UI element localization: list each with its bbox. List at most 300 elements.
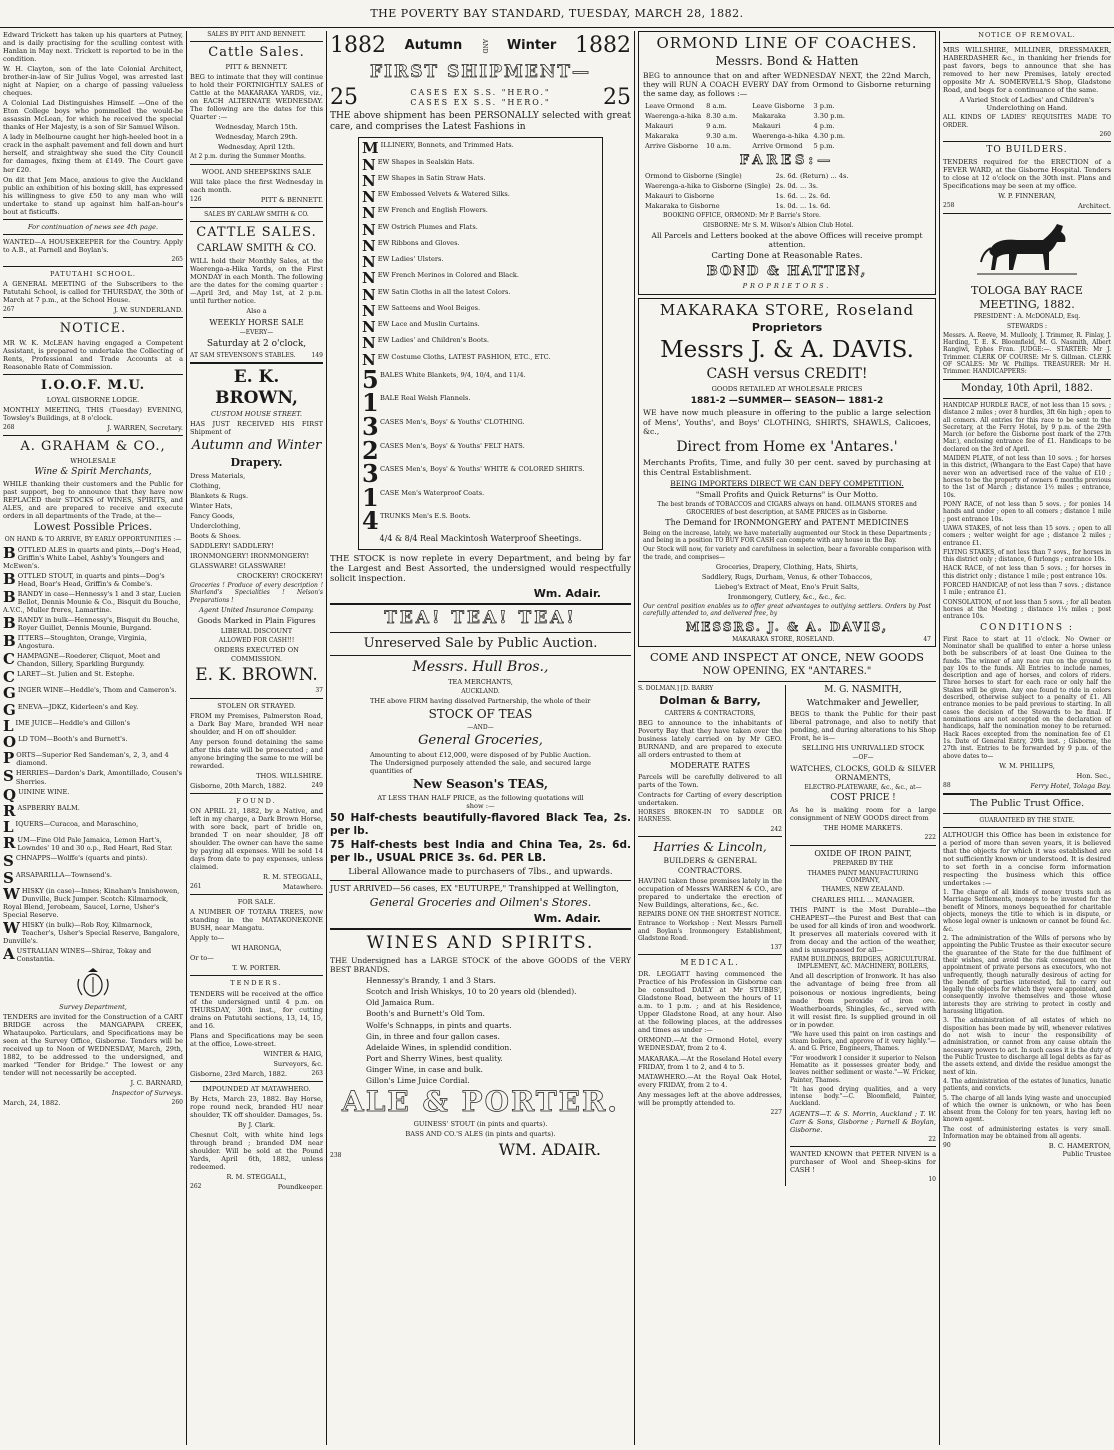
- sale-to2: T. W. PORTER.: [232, 964, 281, 973]
- race-event: UAWA STAKES, of not less than 15 sovs. ; open to all comers ; welter weight for age ; distance 2 miles ; entrance £1.: [943, 524, 1111, 547]
- time-row-cell: 8 a.m.: [706, 102, 727, 111]
- item-text: OTTLED STOUT, in quarts and pints—Dog's Head, Boar's Head, Griffin's & Combe's.: [17, 571, 165, 588]
- impound-body: By Hcts, March 23, 1882. Bay Horse, rope round neck, branded HU near shoulder, TK off shoulder. Damages, 5s.: [190, 1094, 323, 1119]
- item-text: LARET—St. Julien and St. Estephe.: [16, 670, 135, 679]
- nasmith-of: —OF—: [852, 754, 874, 762]
- booking-2: GISBORNE: Mr S. M. Wilson's Albion Club Hotel.: [703, 221, 854, 229]
- drop-cap: S: [3, 870, 14, 885]
- cases-text: CASES EX S.S. "HERO.": [410, 97, 551, 107]
- time-row-cell: 9 a.m.: [706, 122, 727, 131]
- bale-count: 3: [362, 459, 379, 489]
- wine-item: Gin, in three and four gallon cases.: [366, 1031, 500, 1041]
- drop-cap: N: [362, 336, 376, 351]
- tenders-body: TENDERS will be received at the office of the undersigned until 4 p.m. on THURSDAY, 30th inst., for cutting drains on Patutahi sections, 13, 14, 15, and 16.: [190, 989, 323, 1030]
- wine-item: Hennessy's Brandy, 1 and 3 Stars.: [366, 975, 496, 985]
- trust-point: The cost of administering estates is very small. Information may be obtained from all agents.: [943, 1125, 1111, 1141]
- drop-cap: W: [3, 886, 20, 903]
- fare-row-cell: Ormond to Gisborne (Single): [645, 172, 742, 181]
- nasmith-body: BEGS to thank the Public for their past liberal patronage, and also to notify that pending, and during alterations to his Shop Front, he is—: [790, 710, 936, 743]
- time-row: [752, 102, 848, 110]
- graham-item: [3, 751, 183, 767]
- stolen-date: Gisborne, 20th March, 1882.: [190, 781, 287, 790]
- ioof-lodge: LOYAL GISBORNE LODGE.: [46, 396, 140, 405]
- hull-sub: TEA MERCHANTS,: [448, 677, 513, 686]
- time-row-cell: Makaraka: [752, 112, 786, 121]
- drop-cap: N: [362, 303, 376, 319]
- drop-cap: C: [3, 652, 15, 669]
- bale-text: CASE Men's Waterproof Coats.: [380, 488, 485, 497]
- wine-item: Port and Sherry Wines, best quality.: [366, 1053, 503, 1063]
- time-row: [752, 112, 848, 120]
- wool-heading: WOOL AND SHEEPSKINS SALE: [201, 167, 312, 176]
- item-text: EW Shapes in Satin Straw Hats.: [377, 173, 486, 182]
- survey-body: TENDERS are invited for the Construction of a CART BRIDGE across the MANGAPAPA CREEK, Whataupoko. Particulars, and Specifications may be seen at the Survey Office, Gisborne. Tenders will be received up to Noon of WEDNESDAY, March, 29th, 1882, to be addressed to the undersigned, and marked "Tender for Bridge." The lowest or any tender will not necessarily be accepted.: [3, 1013, 183, 1078]
- bale-item: [362, 459, 599, 489]
- impound-by: By J. Clark.: [237, 1120, 276, 1129]
- ekb-item: Clothing,: [190, 481, 221, 490]
- drop-cap: G: [3, 686, 16, 701]
- mak-body: WE have now much pleasure in offering to the public a large selection of Mens', Youths', and Boys' CLOTHING, SHIRTS, SHAWLS, Calicoes, &c.,: [643, 408, 931, 437]
- oxide-agents: AGENTS—T. & S. Morrin, Auckland ; T. W. Carr & Sons, Gisborne ; Parnell & Boylan, Gisborne.: [790, 1109, 936, 1134]
- millinery-item: [362, 141, 599, 155]
- harries-entrance: Entrance to Workshop : Next Messrs Parnell and Boylan's Ironmongery Establishment, Gladstone Road.: [638, 920, 782, 942]
- drop-cap: N: [362, 287, 376, 302]
- mackintosh: 4/4 & 8/4 Real Mackintosh Waterproof Sheetings.: [379, 533, 582, 543]
- ad-number: 37: [315, 687, 323, 695]
- race-event: PONY RACE, of not less than 5 sovs. ; for ponies 14 hands and under ; open to all comers ; distance 1 mile ; post entrance 10s.: [943, 500, 1111, 523]
- trust-point: 5. The charge of all lands lying waste and unoccupied of which the owner is unknown, or who has been absent from the Colony for ten years, having left no known agent.: [943, 1094, 1111, 1124]
- mak-goods: GOODS RETAILED AT WHOLESALE PRICES: [711, 385, 863, 394]
- mak-central: Our central position enables us to offer great advantages to outlying settlers. Orders by Post carefully attended to, and delivered free, by: [643, 603, 931, 618]
- ekb-sub: CUSTOM HOUSE STREET.: [211, 410, 302, 419]
- fare-row-cell: Makaraka to Gisborne: [645, 202, 720, 211]
- graham-lowest: Lowest Possible Prices.: [33, 522, 153, 534]
- fares-heading: FARES:—: [739, 152, 835, 168]
- ale-body2: BASS AND CO.'S ALES (in pints and quarts).: [405, 1130, 556, 1139]
- pitt-top: SALES BY PITT AND BENNETT.: [207, 31, 306, 38]
- mak-profits: Merchants Profits, Time, and fully 30 per cent. saved by purchasing at this Central Establishment.: [643, 458, 931, 477]
- time-row-cell: Makauri: [645, 122, 674, 131]
- stock-teas: STOCK OF TEAS: [428, 707, 533, 722]
- ad-number: 260: [171, 1099, 183, 1107]
- nasmith-watches: WATCHES, CLOCKS, GOLD & SILVER ORNAMENTS,: [790, 763, 936, 782]
- graham-body: WHILE thanking their customers and the Public for past support, beg to announce that they have now REPLACED their STOCKS of WINES, SPIRITS, and ALES, and are prepared to receive and execute orders in all departments of the Trade, at the—: [3, 480, 183, 521]
- ekb-cash: ALLOWED FOR CASH!!!: [218, 637, 295, 645]
- bale-count: 5: [362, 364, 379, 394]
- ekb-iron: IRONMONGERY! IRONMONGERY!: [190, 551, 310, 560]
- cases-num: 25: [603, 84, 631, 110]
- millinery-box: [358, 137, 603, 549]
- millinery-item: [362, 223, 599, 237]
- item-text: ARSAPARILLA—Townsend's.: [15, 870, 112, 879]
- ekb-discount: LIBERAL DISCOUNT: [220, 627, 293, 636]
- graham-item: [3, 836, 183, 852]
- ekb-list: [190, 472, 323, 540]
- race-event: HANDICAP HURDLE RACE, of not less than 15 sovs. ; distance 2 miles ; over 8 hurdles, 3ft 6in high ; open to all comers. All entries for this race to be sent to the Secretary, at the Ferry Hotel, by 9 p.m. of the 29th March (or before the Gisborne post mark of the 27th Mar.), enclosing entrance fee of £1. Handicaps to be declared on the 3rd of April.: [943, 401, 1111, 453]
- ad-number: 263: [311, 1069, 323, 1077]
- bale-count: 2: [362, 435, 379, 465]
- drop-cap: N: [362, 173, 376, 189]
- ekb-goods: Goods Marked in Plain Figures: [197, 615, 316, 625]
- removal-heading: NOTICE OF REMOVAL.: [978, 31, 1076, 39]
- liberal-allowance: Liberal Allowance made to purchasers of 7lbs., and upwards.: [348, 867, 613, 878]
- now-opening: NOW OPENING, EX "ANTARES.": [702, 665, 872, 677]
- bale-count: 4: [362, 506, 379, 536]
- ad-number: 261: [190, 883, 202, 891]
- millinery-item: [362, 304, 599, 318]
- new-season-teas: New Season's TEAS,: [412, 777, 549, 792]
- time-row: [752, 132, 848, 140]
- wine-item: Wolfe's Schnapps, in pints and quarts.: [366, 1020, 512, 1030]
- pitt-time: At 2 p.m. during the Summer Months.: [190, 153, 306, 161]
- millinery-item: [362, 174, 599, 188]
- time-row: [752, 122, 848, 130]
- bale-text: CASES Men's, Boys' & Youths' CLOTHING.: [380, 418, 525, 427]
- bale-item: [362, 506, 599, 536]
- patutahi-body: A GENERAL MEETING of the Subscribers to the Patutahi School, is called for THURSDAY, the 30th of March at 7 p.m., at the School House.: [3, 280, 183, 305]
- drop-cap: N: [362, 206, 376, 221]
- nasmith-cost: COST PRICE !: [830, 793, 896, 804]
- news-paragraph: Edward Trickett has taken up his quarters at Putney, and is daily practising for the sculling contest with Hanlan in May next. Trickett is reported to be in the condition.: [3, 31, 183, 64]
- time-row: [645, 112, 740, 120]
- ad-number: 242: [770, 825, 782, 833]
- item-text: EW Embossed Velvets & Watered Silks.: [377, 190, 510, 199]
- millinery-item: [362, 288, 599, 302]
- drop-cap: B: [3, 571, 16, 588]
- drop-cap: B: [3, 634, 16, 651]
- wool-body: Will take place the first Wednesday in each month.: [190, 177, 323, 194]
- cases-num: 25: [330, 84, 358, 110]
- oxide-body2: And all description of Ironwork. It has also the advantage of being free from all poisonous or noxious ingredients, being made from peroxide of iron ore. Weatherboards, Shingles, &c., served with it will resist fire. Is supplied ground in oil or in powder.: [790, 972, 936, 1029]
- general-groceries: General Groceries,: [418, 733, 543, 749]
- ormond-sub: Messrs. Bond & Hatten: [715, 54, 859, 69]
- mak-increase: Being on the increase, lately, we have materially augmented our Stock in these Departments ; and being in a position TO BUY FOR CASH can compete with any house in the Bay.: [643, 529, 931, 545]
- item-text: EW French and English Flowers.: [377, 206, 488, 215]
- item-text: EW Ladies' and Children's Boots.: [377, 336, 489, 345]
- pitt-date: Wednesday, April 12th.: [218, 143, 295, 152]
- fare-row: [645, 192, 851, 200]
- drop-cap: P: [3, 751, 15, 768]
- fares-table: [643, 170, 853, 212]
- item-text: EW Lace and Muslin Curtains.: [377, 320, 480, 329]
- item-text: UININE WINE.: [18, 787, 70, 796]
- item-text: EW Costume Cloths, LATEST FASHION, ETC., ETC.: [377, 352, 551, 361]
- fare-row: [645, 202, 851, 210]
- notice-body: MR W. K. McLEAN having engaged a Competent Assistant, is prepared to undertake the Collecting of Rents, Professional and Trade Accounts at a Reasonable Rate of Commission.: [3, 339, 183, 372]
- medical-list: [638, 1036, 782, 1088]
- removal-all: ALL KINDS OF LADIES' REQUISITES MADE TO ORDER.: [943, 114, 1111, 129]
- hull-place: AUCKLAND.: [461, 687, 500, 695]
- time-row: [752, 142, 848, 150]
- item-text: EW Satin Cloths in all the latest Colors.: [377, 287, 511, 296]
- trust-role: Public Trustee: [1062, 1150, 1111, 1159]
- ioof-body: MONTHLY MEETING, THIS (Tuesday) EVENING, Towsley's Buildings, at 8 o'clock.: [3, 406, 183, 423]
- ad-number: 227: [770, 1108, 782, 1116]
- drop-cap: N: [362, 157, 376, 172]
- mak-demand: The Demand for IRONMONGERY and PATENT MEDICINES: [665, 517, 909, 527]
- millinery-item: [362, 239, 599, 253]
- half-chests-2: 75 Half-chests best India and China Tea, 2s. 6d. per lb., USUAL PRICE 3s. 6d. PER LB.: [330, 839, 631, 865]
- oxide-quote: "For woodwork I consider it superior to Nelson Hematite as it possesses greater body, and leaves neither sediment or waste."—W. Fricker, Painter, Thames.: [790, 1054, 936, 1084]
- drop-cap: S: [3, 854, 14, 869]
- mak-sign: MESSRS. J. & A. DAVIS,: [685, 619, 889, 634]
- item-text: HISKY (in bulk)—Rob Roy, Kilmarnock, Teacher's, Usher's Special Reserve, Bangalore, Dunville's.: [3, 920, 180, 946]
- drop-cap: O: [3, 735, 17, 750]
- graham-heading: A. GRAHAM & CO.,: [20, 439, 166, 455]
- ad-number: 10: [928, 1176, 936, 1184]
- item-text: HISKY (in case)—Innes; Kinahan's Innishowen, Dunville, Buck Jumper. Scotch: Kilmarnock, Royal Blend, Jerobeam, Saucel, Lorne, Usher's Special Reserve.: [3, 886, 180, 919]
- medical-item: ORMOND.—At the Ormond Hotel, every WEDNESDAY, from 2 to 4.: [638, 1036, 782, 1053]
- time-row-cell: 3.30 p.m.: [813, 112, 845, 121]
- patutahi-sign: J. W. SUNDERLAND.: [113, 306, 183, 315]
- trust-point: 1. The charge of all kinds of money trusts such as Marriage Settlements, moneys to be invested for the benefit of Minors, moneys bequeathed for charitable objects, moneys the title to which is in dispute, or whose legal owner is unknown or cannot be found &c. &c.: [943, 889, 1111, 933]
- item-text: CHNAPPS—Wolffe's (quarts and pints).: [15, 854, 148, 863]
- carlaw-sat: Saturday at 2 o'clock,: [206, 338, 307, 349]
- ekb-saddlery: SADDLERY! SADDLERY!: [190, 541, 274, 550]
- mak-prop: Proprietors: [751, 320, 823, 334]
- item-text: UM—Fine Old Pale Jamaica, Lemon Hart's, Lowndes' 10 and 30 o.p., Red Heart, Red Star.: [17, 836, 173, 853]
- general-oil: General Groceries and Oilmen's Stores.: [369, 896, 592, 910]
- dolman-horses: HORSES BROKEN-IN TO SADDLE OR HARNESS.: [638, 808, 782, 824]
- graham-onhand: ON HAND & TO ARRIVE, BY EARLY OPPORTUNITIES :—: [4, 536, 182, 544]
- graham-item: [3, 788, 183, 802]
- race-place: Ferry Hotel, Tolaga Bay.: [1030, 781, 1111, 790]
- ad-number: 267: [3, 306, 15, 314]
- found-heading: FOUND.: [236, 796, 277, 805]
- ekb-big: Autumn and Winter: [191, 438, 322, 454]
- oxide-body: THIS PAINT is the Most Durable—the CHEAPEST—the Purest and Best that can be used for all kinds of iron and woodwork. It preserves all materials covered with it from decay and the action of the weather, and is unsurpassed for all—: [790, 905, 936, 954]
- drop-cap: B: [3, 615, 16, 632]
- pitt-dates: [190, 123, 323, 151]
- race-event: HACK RACE, of not less than 5 sovs. ; for horses in this district only ; distance 1 mile ; post entrance 10s.: [943, 565, 1111, 580]
- drop-cap: S: [3, 769, 14, 786]
- removal-body: MRS WILLSHIRE, MILLINER, DRESSMAKER, HABERDASHER &c., in thanking her friends for past favors, begs to announce that she has removed to her new Premises, lately erected opposite Mr A. SOMERVELL'S Shop, Gladstone Road, and begs for a continuance of the same.: [943, 46, 1111, 95]
- ad-number: 260: [1099, 130, 1111, 138]
- ekb-item: Blankets & Rugs.: [190, 491, 249, 500]
- wine-item: Gillon's Lime Juice Cordial.: [366, 1076, 470, 1086]
- season-autumn: Autumn: [404, 38, 463, 54]
- time-row-cell: 4 p.m.: [813, 122, 835, 131]
- mak-list-item: Saddlery, Rugs, Durham, Venus, & other Tobaccos,: [701, 572, 873, 581]
- time-row-cell: 10 a.m.: [706, 142, 732, 151]
- millinery-item: [362, 353, 599, 367]
- millinery-item: [362, 271, 599, 285]
- impound-sign: R. M. STEGGALL,: [226, 1173, 287, 1182]
- bales-list: [362, 364, 599, 536]
- bale-item: [362, 364, 599, 394]
- fare-row-cell: Makauri to Gisborne: [645, 192, 715, 201]
- fare-row-cell: 2s. 6d. (Return) ... 4s.: [775, 172, 849, 181]
- ale-heading: ALE & PORTER.: [342, 1085, 619, 1119]
- time-row-cell: Arrive Ormond: [752, 142, 803, 151]
- bale-text: BALES White Blankets, 9/4, 10/4, and 11/4.: [380, 370, 526, 379]
- graham-item: [3, 572, 183, 588]
- item-text: USTRALIAN WINES—Shiraz, Tokay and Constantia.: [16, 947, 152, 964]
- dolman-sub: CARTERS & CONTRACTORS,: [664, 709, 756, 717]
- item-text: LD TOM—Booth's and Burnett's.: [18, 735, 128, 744]
- drop-cap: N: [362, 190, 376, 205]
- drop-cap: R: [3, 803, 16, 819]
- oxide-heading: OXIDE OF IRON PAINT,: [814, 848, 912, 858]
- dolman-contracts: Contracts for Carting of every description undertaken.: [638, 790, 782, 807]
- graham-item: [3, 652, 183, 668]
- ad-number: 126: [190, 195, 202, 203]
- item-text: OTTLED ALES in quarts and pints,—Dog's Head, Griffin's White Label, Ashby's Youngers and McEwen's.: [3, 545, 182, 570]
- graham-item: [3, 670, 183, 684]
- graham-item: [3, 854, 183, 868]
- time-row: [645, 122, 740, 130]
- ioof-sign: J. WARREN, Secretary.: [107, 424, 183, 433]
- split-section: [638, 685, 936, 1186]
- found-sign: R. M. STEGGALL,: [263, 873, 323, 882]
- tenders-heading: TENDERS.: [230, 979, 283, 988]
- ad-number: 222: [924, 834, 936, 842]
- graham-item: [3, 719, 183, 733]
- news-paragraph: A lady in Melbourne caught her high-heeled boot in a crack in the asphalt pavement and fell down and hurt herself, and straightway she sued the City Council for damages, fixing them at £149. The Court gave her £20.: [3, 133, 183, 174]
- nasmith-selling: SELLING HIS UNRIVALLED STOCK: [801, 744, 924, 753]
- carlaw-heading: CATTLE SALES.: [196, 225, 317, 241]
- tea-heading: TEA! TEA! TEA!: [384, 608, 577, 629]
- ad-number: 265: [171, 255, 183, 263]
- time-row: [645, 102, 740, 110]
- drop-cap: M: [362, 141, 379, 156]
- medical-heading: MEDICAL.: [680, 958, 740, 968]
- cases-block: [330, 85, 631, 112]
- times-right: [750, 100, 850, 152]
- tenders-sign: WINTER & HAIG,: [263, 1049, 323, 1058]
- impound-role: Poundkeeper.: [277, 1183, 323, 1192]
- makaraka-box: [638, 298, 936, 647]
- graham-item: [3, 947, 183, 963]
- time-row-cell: Waerenga-a-hika: [645, 112, 702, 121]
- graham-items: [3, 546, 183, 963]
- item-text: IME JUICE—Heddle's and Gillon's: [15, 718, 130, 727]
- and-label: —AND—: [467, 723, 494, 731]
- item-text: ORTS—Superior Red Sandeman's, 2, 3, and 4 diamond.: [16, 751, 169, 768]
- timetable: [643, 100, 931, 152]
- trust-point: 3. The administration of all estates of which no disposition has been made by will, whenever relatives do not wish to incur the responsibility of administration, or cannot from any cause obtain the necessary powers to act. In such cases it is the duty of the Public Trustee to discharge all legal debts as far as the assets extend, and divide the residue amongst the next of kin.: [943, 1017, 1112, 1076]
- oxide-place: THAMES, NEW ZEALAND.: [821, 886, 905, 894]
- oxide-quote: "It has good drying qualities, and a very intense body."—C. Bloomfield, Painter, Auckland.: [790, 1085, 936, 1108]
- time-row-cell: Makaraka: [645, 132, 679, 141]
- sale-to1: WI HARONGA,: [231, 944, 282, 953]
- dolman-heading: Dolman & Barry,: [659, 694, 761, 708]
- horse-icon: [977, 218, 1077, 280]
- dolman-body: BEG to announce to the inhabitants of Poverty Bay that they have taken over the business lately carried on by Mr GEO. BURNAND, and are prepared to execute all orders entrusted to them at: [638, 718, 782, 759]
- item-text: ILLINERY, Bonnets, and Trimmed Hats.: [380, 141, 514, 150]
- harries-body: HAVING taken those premises lately in the occupation of Messrs WARREN & CO., are prepared to undertake the erection of New Buildings, alterations, &c., &c.: [638, 876, 782, 909]
- nasmith-heading: M. G. NASMITH,: [824, 684, 902, 695]
- bale-item: [362, 435, 599, 465]
- shipment-intro: THE above shipment has been PERSONALLY selected with great care, and comprises the Latest Fashions in: [330, 111, 631, 133]
- mak-list-item: Groceries, Drapery, Clothing, Hats, Shirts,: [715, 562, 859, 571]
- trust-guar: GUARANTEED BY THE STATE.: [979, 816, 1075, 824]
- drop-cap: A: [3, 947, 15, 964]
- bh-sign: BOND & HATTEN,: [706, 263, 868, 279]
- found-body: ON APRIL 21, 1882, by a Native, and left in my charge, a Dark Brown Horse, with sore back, part of bridle on, branded T on near shoulder, J8 off shoulder. The owner can have the same by paying all expenses. Will be sold 14 days from date to pay expenses, unless claimed.: [190, 806, 323, 872]
- millinery-list: [362, 141, 599, 367]
- drop-cap: N: [362, 271, 376, 286]
- ekb-item: Underclothing,: [190, 521, 241, 530]
- conditions-heading: CONDITIONS :: [980, 622, 1074, 633]
- ad-number: 149: [311, 351, 323, 359]
- mak-cash: CASH versus CREDIT!: [706, 366, 868, 383]
- parcels: All Parcels and Letters booked at the above Offices will receive prompt attention.: [651, 231, 923, 250]
- auction-heading: Unreserved Sale by Public Auction.: [363, 635, 598, 651]
- ekb-glass: GLASSWARE! GLASSWARE!: [190, 561, 287, 570]
- news-paragraph: A Colonial Lad Distinguishes Himself. —One of the Eton College boys who pommelled the would-be assassin McLean, for which he received the special thanks of Her Majesty, is a son of Sir Samuel Wilson.: [3, 99, 183, 132]
- millinery-item: [362, 336, 599, 350]
- race-sign: W. M. PHILLIPS,: [999, 761, 1055, 770]
- ad-number: 262: [190, 1183, 202, 1191]
- medical-item: MATAWHERO.—At the Royal Oak Hotel, every FRIDAY, from 2 to 4.: [638, 1072, 782, 1089]
- millinery-item: [362, 158, 599, 172]
- graham-item: [3, 686, 183, 700]
- oxide-farm: FARM BUILDINGS, BRIDGES, AGRICULTURAL IMPLEMENT, &C. MACHINERY, BOILERS,: [790, 955, 936, 971]
- trust-body: ALTHOUGH this Office has been in existence for a period of more than seven years, it is believed that the objects for which it was established are not sufficiently known or understood. It is desired to set forth in a concise form information respecting the business which this office undertakes :—: [943, 830, 1111, 888]
- time-row-cell: Waerenga-a-hika: [752, 132, 809, 141]
- time-row: [645, 142, 740, 150]
- race-stewards: STEWARDS :: [1006, 322, 1048, 330]
- tea-sign: Wm. Adair.: [533, 911, 601, 925]
- ekb-agent: Agent United Insurance Company.: [199, 605, 314, 614]
- come-inspect: COME AND INSPECT AT ONCE, NEW GOODS: [649, 649, 925, 664]
- bh-role: PROPRIETORS.: [742, 281, 832, 290]
- column-4: [635, 31, 939, 1445]
- news-paragraphs: [3, 31, 183, 216]
- ioof-heading: I.O.O.F. M.U.: [40, 378, 146, 394]
- time-row-cell: 3 p.m.: [813, 102, 835, 111]
- dolman-rates: MODERATE RATES: [669, 761, 751, 771]
- tenders-role: Surveyors, &c.: [273, 1059, 323, 1068]
- builders-sign: W. P. FINNERAN,: [998, 192, 1056, 201]
- patutahi-heading: PATUTAHI SCHOOL.: [49, 270, 137, 279]
- millinery-item: [362, 190, 599, 204]
- nasmith-electro: ELECTRO-PLATEWARE, &c., &c., at—: [804, 783, 922, 791]
- survey-sign: J. C. BARNARD,: [130, 1079, 183, 1088]
- season-year2: 1882: [574, 33, 631, 58]
- graham-item: [3, 820, 183, 834]
- wines-list: [330, 976, 631, 1085]
- trust-sign: B. C. HAMERTON,: [1048, 1142, 1111, 1151]
- wanted-known: WANTED KNOWN that PETER NIVEN is a purchaser of Wool and Sheep-skins for CASH !: [790, 1150, 936, 1175]
- time-row-cell: Makauri: [752, 122, 781, 131]
- mak-importers: BEING IMPORTERS DIRECT WE CAN DEFY COMPETITION.: [670, 479, 904, 489]
- drop-cap: Q: [3, 787, 17, 802]
- race-events: [943, 402, 1111, 621]
- fare-row: [645, 182, 851, 190]
- graham-item: [3, 769, 183, 785]
- impound-heading: IMPOUNDED AT MATAWHERO.: [202, 1084, 311, 1093]
- drop-cap: N: [362, 255, 376, 270]
- half-chests-1: 50 Half-chests beautifully-flavored Black Tea, 2s. per lb.: [330, 811, 631, 837]
- graham-item: [3, 921, 183, 945]
- bale-text: BALE Real Welsh Flannels.: [380, 394, 471, 403]
- time-row-cell: 5 p.m.: [813, 142, 835, 151]
- ad-number: 238: [330, 1152, 342, 1160]
- just-arrived: JUST ARRIVED—56 cases, EX "EUTURPE," Transhipped at Wellington,: [330, 884, 619, 894]
- column-1: [0, 31, 186, 1445]
- column-3: [327, 31, 634, 1445]
- ad-number: 90: [943, 1142, 951, 1150]
- graham-sub: WHOLESALE: [70, 457, 116, 466]
- fare-row-cell: 2s. 0d. ... 3s.: [775, 182, 819, 191]
- amount-body: Amounting to about £12,000, were disposed of by Public Auction. The Undersigned purposely attended the sale, and secured large quantities of: [370, 751, 591, 776]
- mak-list-item: Liebeg's Extract of Meat, Eno's Fruit Salts,: [714, 583, 860, 592]
- item-text: HAMPAGNE—Roederer, Cliquot, Moet and Chandon, Sillery, Sparkling Burgundy.: [16, 652, 161, 669]
- item-text: RANDY in case—Hennessy's 1 and 3 star, Lucien Bellot, Dennis Mounie & Co., Bisquit du Bouche, A.V.C., Muller freres, Lamartine.: [3, 589, 181, 614]
- item-text: EW Ostrich Plumes and Flats.: [377, 222, 478, 231]
